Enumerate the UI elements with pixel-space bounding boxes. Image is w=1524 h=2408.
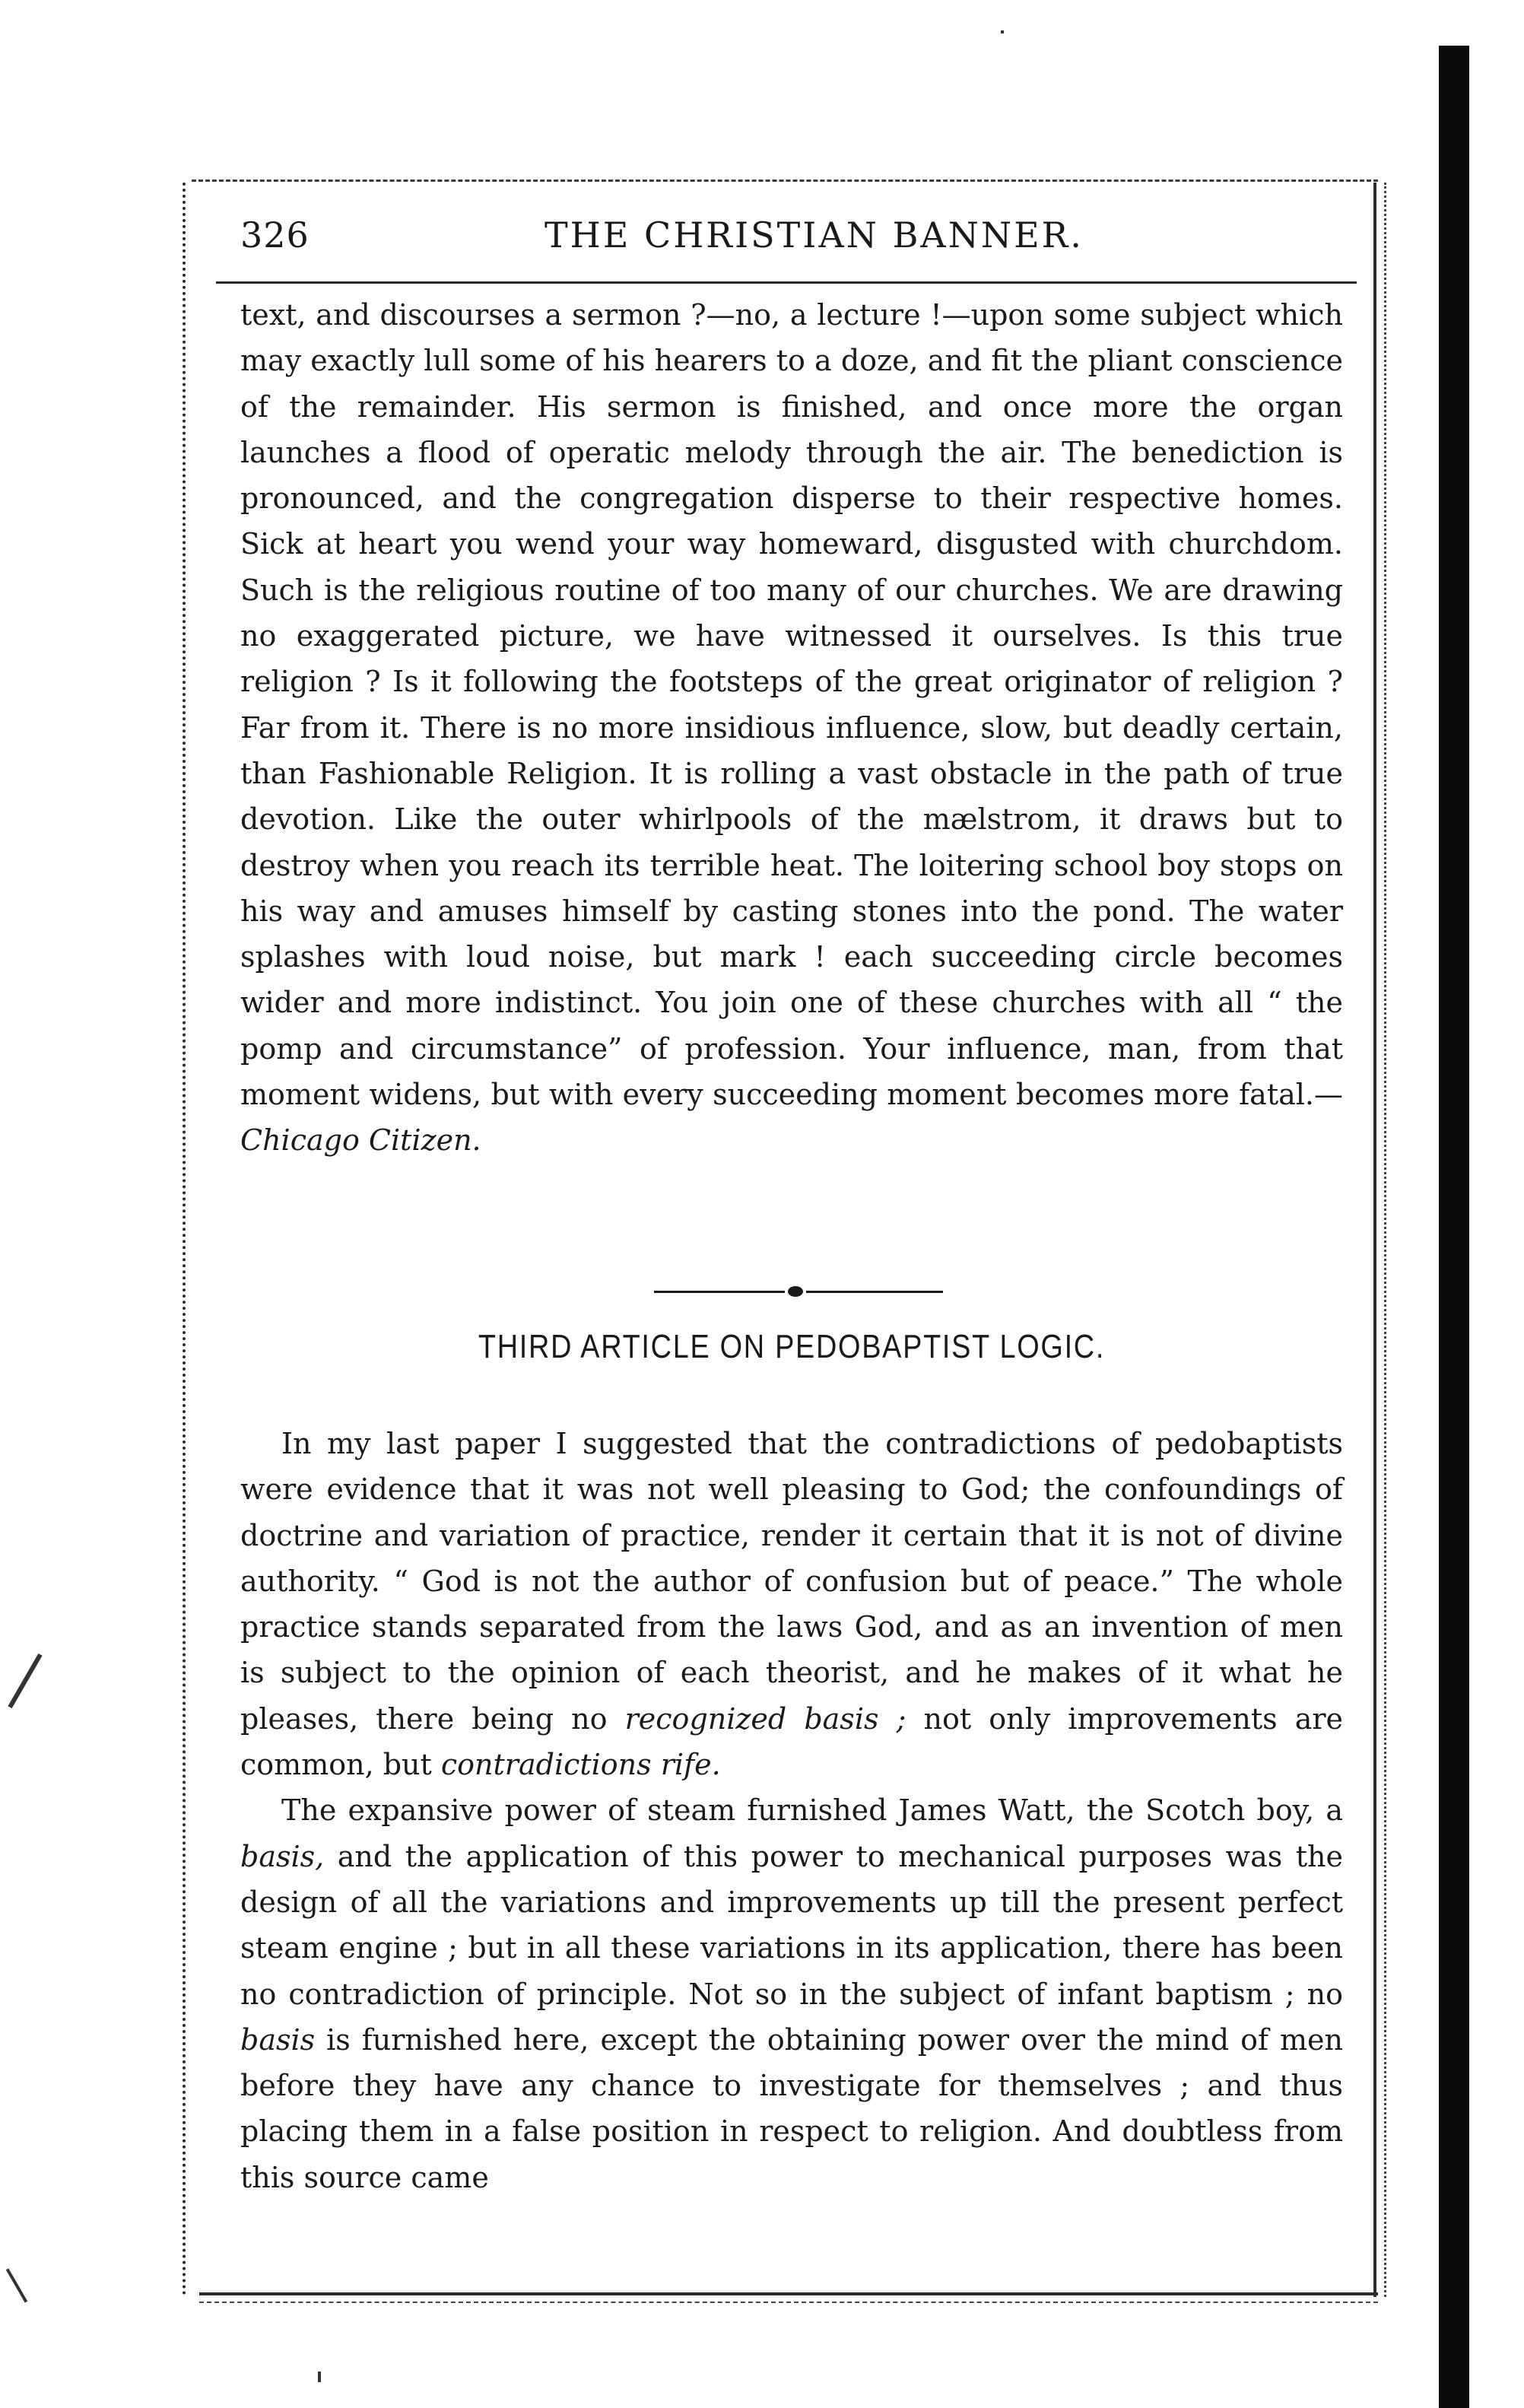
- paragraph-text: not only improvements are common, but: [240, 1701, 1344, 1782]
- page-number: 326: [240, 214, 310, 256]
- paragraph-text: The expansive power of steam furnished James Watt, the Scotch boy, a: [281, 1793, 1343, 1828]
- article-paragraph-2: [240, 1787, 1343, 2200]
- page-border-left: [183, 183, 186, 2297]
- previous-article-ending: [240, 292, 1343, 1164]
- paragraph-text: In my last paper I suggested that the contradictions of pedobaptists were evidence that it was not well pleasing to God; the confoundings of doctrine and variation of practice, render it certain that it is not of divine authority. “ God is not the author of confusion but of peace.” The whole practice stands separated from the laws God, and as an invention of men is subject to the opinion of each theorist, and he makes of it what he pleases, there being no: [240, 1427, 1343, 1736]
- scan-speck: [318, 2371, 321, 2382]
- scan-speck: [1001, 30, 1004, 33]
- paragraph-text: text, and discourses a sermon ?—no, a lecture !—upon some subject which may exactly lull some of his hearers to a doze, and fit the pliant conscience of the remainder. His sermon is finished, and once more the organ launches a flood of operatic melody through the air. The benediction is pronounced, and the congregation disperse to their respective homes. Sick at heart you wend your way homeward, disgusted with churchdom. Such is the religious routine of too many of our churches. We are drawing no exaggerated picture, we have witnessed it ourselves. Is this true religion ? Is it following the footsteps of the great originator of religion ? Far from it. There is no more insidious influence, slow, but deadly certain, than Fashionable Religion. It is rolling a vast obstacle in the path of true devotion. Like the outer whirlpools of the mælstrom, it draws but to destroy when you reach its terrible heat. The loitering school boy stops on his way and amuses himself by casting stones into the pond. The water splashes with loud noise, but mark ! each succeeding circle becomes wider and more indistinct. You join one of these churches with all “ the pomp and circumstance” of profession. Your influence, man, from that moment widens, but with every succeeding moment becomes more fatal.—: [240, 298, 1343, 1112]
- paragraph-text: is furnished here, except the obtaining power over the mind of men before they have any chance to investigate for themselves ; and thus placing them in a false position in respect to religion. And doubtless from this source came: [240, 2022, 1343, 2194]
- previous-article-paragraph: [240, 292, 1343, 1164]
- emphasis-text: recognized basis ;: [624, 1701, 906, 1736]
- scan-speck: [6, 2268, 27, 2302]
- running-head: [240, 214, 1355, 269]
- source-credit: Chicago Citizen.: [240, 1123, 481, 1158]
- article-title: THIRD ARTICLE ON PEDOBAPTIST LOGIC.: [478, 1328, 1106, 1365]
- scan-edge-shadow: [1439, 46, 1469, 2408]
- page-border-bottom: [199, 2292, 1378, 2303]
- page-border-right: [1373, 183, 1386, 2297]
- page-border-top: [192, 179, 1378, 185]
- emphasis-text: contradictions rife.: [440, 1748, 721, 1782]
- margin-pencil-mark: [8, 1654, 42, 1708]
- running-title: THE CHRISTIAN BANNER.: [545, 214, 1084, 256]
- emphasis-text: basis: [240, 2022, 316, 2057]
- emphasis-text: basis,: [240, 1839, 325, 1873]
- header-rule: [216, 281, 1357, 284]
- article-body: [240, 1421, 1343, 2200]
- paragraph-text: and the application of this power to mechanical purposes was the design of all the variations and improvements up till the present perfect steam engine ; but in all these variations in its application, there has been no contradiction of principle. Not so in the subject of infant baptism ; no: [240, 1839, 1343, 2011]
- article-paragraph-1: [240, 1421, 1343, 1787]
- section-divider-ornament: [654, 1284, 943, 1299]
